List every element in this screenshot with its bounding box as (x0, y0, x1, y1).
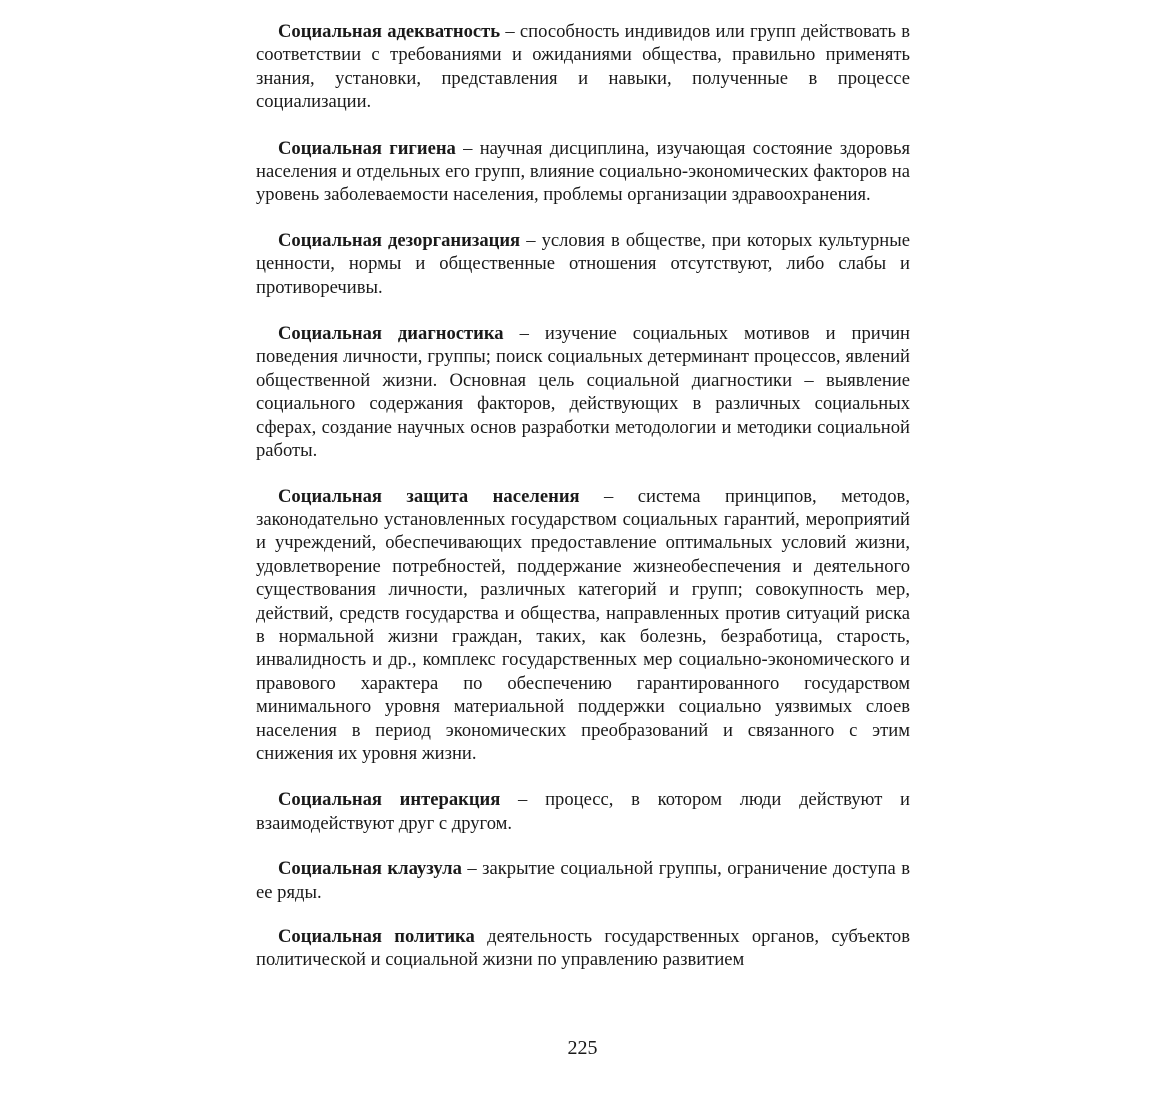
glossary-entry (256, 925, 910, 972)
page-number: 225 (567, 1037, 598, 1059)
glossary-entry (256, 857, 910, 904)
entry-definition: – закрытие социальной группы, ограничение доступа в ее ряды. (256, 858, 910, 903)
entry-term: Социальная интеракция (278, 789, 501, 811)
glossary-entry (256, 229, 910, 299)
entry-term: Социальная дезорганизация (278, 229, 521, 251)
entry-definition: – условия в обществе, при которых культурные ценности, нормы и общественные отношения отсутствуют, либо слабы и противоречивы. (256, 229, 910, 298)
glossary-entry (256, 485, 910, 766)
entry-term: Социальная политика (278, 926, 475, 947)
entry-term: Социальная гигиена (278, 137, 456, 159)
glossary-entry (256, 20, 910, 114)
entry-term: Социальная адекватность (278, 21, 501, 42)
entry-definition: – система принципов, методов, законодательно установленных государством социальных гарантий, мероприятий и учреждений, обеспечивающих предоставление оптимальных условий жизни, удовлетворение потребностей, поддержание жизнеобеспечения и деятельного существования личности, различных категорий и групп; совокупность мер, действий, средств государства и общества, направленных против ситуаций риска в нормальной жизни граждан, таких, как болезнь, безработица, старость, инвалидность и др., комплекс государственных мер социально-экономического и правового характера по обеспечению гарантированного государством минимального уровня материальной поддержки социально уязвимых слоев населения в период экономических преобразований и связанного с этим снижения их уровня жизни. (256, 485, 910, 764)
glossary-entry (256, 788, 910, 835)
glossary-entry (256, 137, 910, 207)
entry-definition: – научная дисциплина, изучающая состояние здоровья населения и отдельных его групп, влияние социально-экономических факторов на уровень заболеваемости населения, проблемы организации здравоохранения. (256, 137, 910, 206)
entry-definition: – способность индивидов или групп действовать в соответствии с требованиями и ожиданиями общества, правильно применять знания, установки, представления и навыки, полученные в процессе социализации. (256, 21, 910, 113)
entry-definition: – процесс, в котором люди действуют и взаимодействуют друг с другом. (256, 789, 910, 834)
glossary-entry (256, 322, 910, 462)
entry-definition: деятельность государственных органов, субъектов политической и социальной жизни по управлению развитием (256, 926, 910, 971)
entry-term: Социальная диагностика (278, 323, 504, 345)
entry-definition: – изучение социальных мотивов и причин поведения личности, группы; поиск социальных детерминант процессов, явлений общественной жизни. Основная цель социальной диагностики – выявление социального содержания факторов, действующих в различных социальных сферах, создание научных основ разработки методологии и методики социальной работы. (256, 323, 910, 462)
entry-term: Социальная защита населения (278, 485, 580, 507)
entry-term: Социальная клаузула (278, 858, 462, 880)
glossary-page (256, 20, 910, 972)
